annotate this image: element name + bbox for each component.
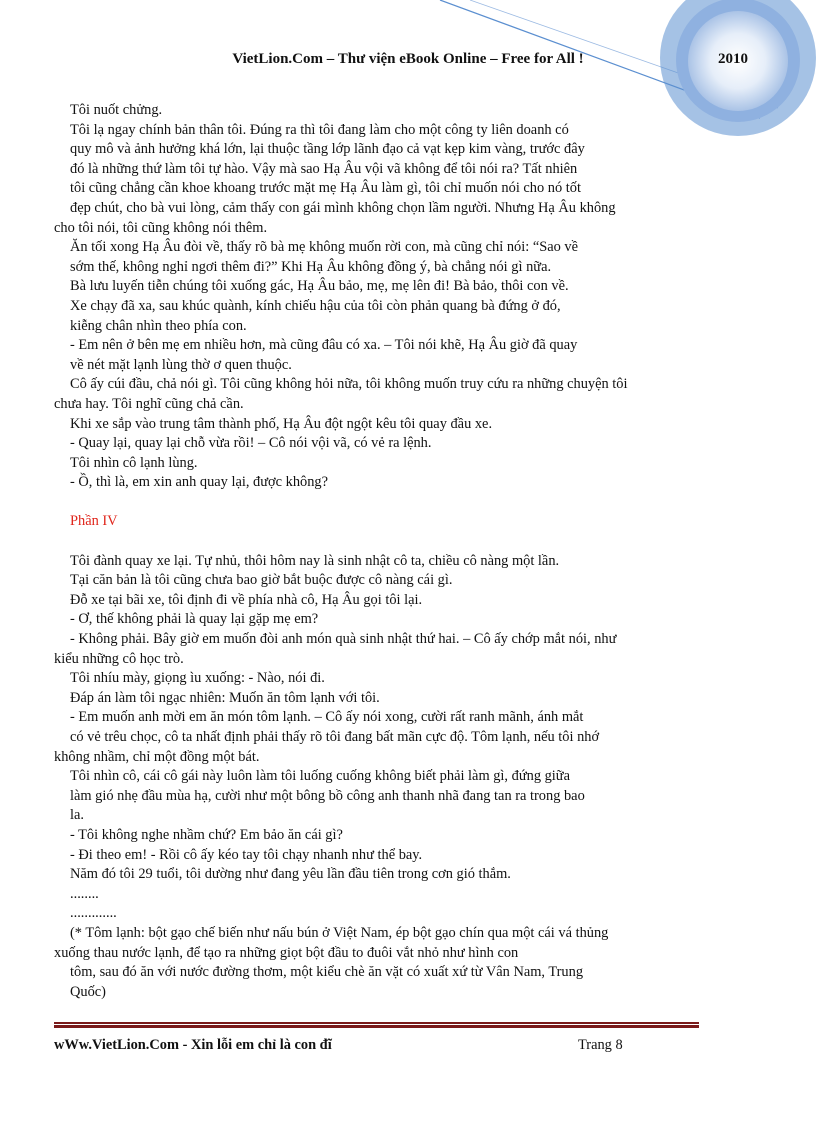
body-line: Đỗ xe tại bãi xe, tôi định đi về phía nhà cô, Hạ Âu gọi tôi lại. [70, 591, 423, 608]
body-line: - Ơ, thế không phải là quay lại gặp mẹ em? [70, 611, 319, 628]
body-line: Xe chạy đã xa, sau khúc quành, kính chiếu hậu của tôi còn phản quang bà đứng ở đó, [70, 297, 561, 314]
body-line: Tôi lạ ngay chính bản thân tôi. Đúng ra thì tôi đang làm cho một công ty liên doanh có [70, 121, 569, 138]
section-heading: Phần IV [70, 513, 118, 530]
body-line: Bà lưu luyến tiễn chúng tôi xuống gác, Hạ Âu bảo, mẹ, mẹ lên đi! Bà bảo, thôi con về. [70, 278, 569, 295]
header-year: 2010 [718, 51, 748, 67]
body-line: - Không phải. Bây giờ em muốn đòi anh món quà sinh nhật thứ hai. – Cô ấy chớp mắt nói, như [70, 631, 617, 648]
header-title: VietLion.Com – Thư viện eBook Online – Free for All ! [232, 51, 584, 67]
body-line: sớm thế, không nghỉ ngơi thêm đi?” Khi Hạ Âu không đồng ý, bà chẳng nói gì nữa. [70, 258, 552, 275]
body-line: Tôi nhìn cô, cái cô gái này luôn làm tôi luống cuống không biết phải làm gì, đứng giữa [70, 768, 570, 785]
body-line: làm gió nhẹ đầu mùa hạ, cười như một bông bồ công anh thanh nhã đang tan ra trong bao [70, 787, 585, 804]
paragraph-gap [54, 532, 694, 552]
body-line: Năm đó tôi 29 tuổi, tôi dường như đang yêu lần đầu tiên trong cơn gió thắm. [70, 866, 511, 883]
paragraph-gap [54, 493, 694, 513]
body-line: tôi cũng chẳng cần khoe khoang trước mặt mẹ Hạ Âu làm gì, tôi chỉ muốn nói cho nó tốt [70, 180, 581, 197]
body-line: có vẻ trêu chọc, cô ta nhất định phải thấy rõ tôi đang bất mãn cực độ. Tôm lạnh, nếu tôi nhớ [70, 729, 600, 745]
footer-left-text: wWw.VietLion.Com - Xin lỗi em chỉ là con đĩ [54, 1037, 332, 1053]
body-line: (* Tôm lạnh: bột gạo chế biến như nấu bún ở Việt Nam, ép bột gạo chín qua một cái vá thủng [70, 924, 609, 941]
body-line: Đáp án làm tôi ngạc nhiên: Muốn ăn tôm lạnh với tôi. [70, 689, 380, 706]
body-line: về nét mặt lạnh lùng thờ ơ quen thuộc. [70, 356, 292, 373]
footer-rule [54, 1022, 699, 1028]
body-line: kiểu những cô học trò. [54, 650, 184, 667]
body-line: đó là những thứ làm tôi tự hào. Vậy mà sao Hạ Âu vội vã không để tôi nói ra? Tất nhiên [70, 160, 578, 177]
body-line: - Em nên ở bên mẹ em nhiều hơn, mà cũng đâu có xa. – Tôi nói khẽ, Hạ Âu giờ đã quay [70, 337, 578, 354]
body-line: Tôi nhìn cô lạnh lùng. [70, 454, 198, 471]
body-line: Khi xe sắp vào trung tâm thành phố, Hạ Âu đột ngột kêu tôi quay đầu xe. [70, 415, 493, 432]
body-line: đẹp chút, cho bà vui lòng, cảm thấy con gái mình không chọn lầm người. Nhưng Hạ Âu không [70, 199, 616, 216]
body-line: Ăn tối xong Hạ Âu đòi về, thấy rõ bà mẹ không muốn rời con, mà cũng chỉ nói: “Sao về [70, 239, 578, 256]
body-line: Tôi đành quay xe lại. Tự nhủ, thôi hôm nay là sinh nhật cô ta, chiều cô nàng một lần. [70, 552, 560, 569]
body-line: không nhầm, chỉ một đồng một bát. [54, 748, 260, 765]
body-line: la. [70, 807, 84, 824]
document-body [54, 101, 694, 1002]
body-line: xuống thau nước lạnh, để tạo ra những giọt bột đầu to đuôi vắt nhỏ như hình con [54, 944, 519, 961]
body-line: tôm, sau đó ăn với nước đường thơm, một kiểu chè ăn vặt có xuất xứ từ Vân Nam, Trung [70, 964, 584, 981]
body-line: Quốc) [70, 983, 106, 1000]
page-number: Trang 8 [578, 1037, 623, 1053]
body-line: cho tôi nói, tôi cũng không nói thêm. [54, 219, 268, 236]
body-line: Tại căn bản là tôi cũng chưa bao giờ bắt buộc được cô nàng cái gì. [70, 572, 453, 589]
body-line: quy mô và ảnh hưởng khá lớn, lại thuộc tầng lớp lãnh đạo cả vạt kẹp kim vàng, trước đây [70, 141, 585, 158]
body-line: ........ [70, 885, 99, 902]
body-line: kiễng chân nhìn theo phía con. [70, 317, 247, 334]
body-line: - Em muốn anh mời em ăn món tôm lạnh. – Cô ấy nói xong, cười rất ranh mãnh, ánh mắt [70, 709, 584, 726]
body-line: - Đi theo em! - Rồi cô ấy kéo tay tôi chạy nhanh như thể bay. [70, 846, 423, 863]
body-line: - Tôi không nghe nhầm chứ? Em bảo ăn cái gì? [70, 826, 343, 843]
body-line: Cô ấy cúi đầu, chả nói gì. Tôi cũng không hỏi nữa, tôi không muốn truy cứu ra những chuyện tôi [70, 376, 628, 393]
body-line: chưa hay. Tôi nghĩ cũng chả cần. [54, 395, 244, 412]
body-line: ............. [70, 905, 117, 922]
body-line: - Ồ, thì là, em xin anh quay lại, được không? [70, 474, 328, 491]
body-line: - Quay lại, quay lại chỗ vừa rồi! – Cô nói vội vã, có vẻ ra lệnh. [70, 435, 432, 452]
body-line: Tôi nhíu mày, giọng ìu xuống: - Nào, nói đi. [70, 670, 325, 687]
body-line: Tôi nuốt chửng. [70, 102, 163, 118]
